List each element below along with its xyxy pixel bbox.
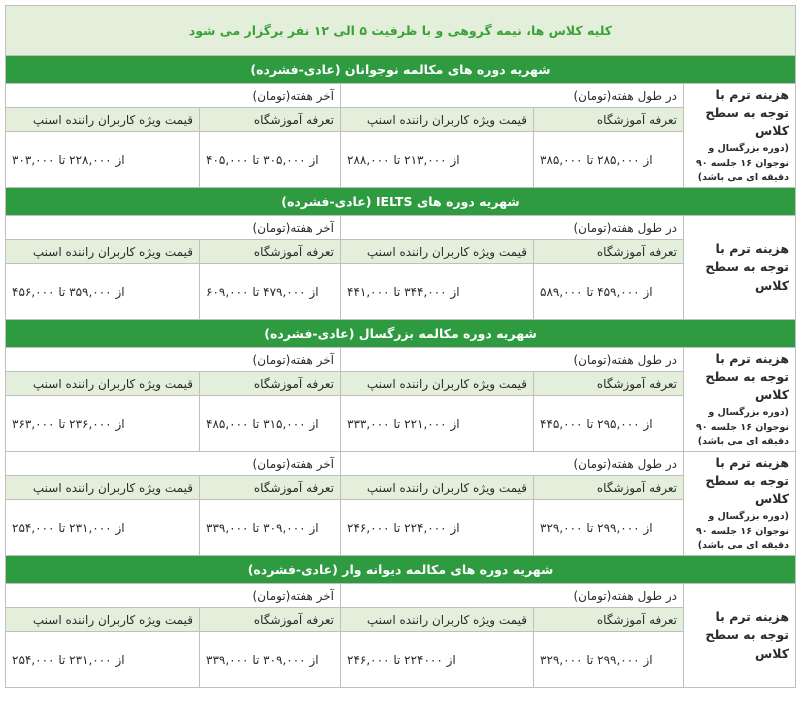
side-label-note: (دوره بزرگسال و نوجوان ۱۶ جلسه ۹۰ دقیقه ای می باشد) — [696, 143, 789, 183]
side-label-note: (دوره بزرگسال و نوجوان ۱۶ جلسه ۹۰ دقیقه ای می باشد) — [696, 407, 789, 447]
side-label-main: هزینه ترم با توجه به سطح کلاس — [705, 86, 789, 139]
column-header-row — [6, 372, 796, 396]
section-band — [6, 556, 796, 584]
header-snapp-price: قیمت ویژه کاربران راننده اسنپ — [6, 608, 200, 632]
header-institute-fee: تعرفه آموزشگاه — [534, 372, 684, 396]
period-row — [6, 84, 796, 108]
section-title: شهریه دوره های IELTS (عادی-فشرده) — [6, 188, 796, 216]
header-snapp-price: قیمت ویژه کاربران راننده اسنپ — [6, 240, 200, 264]
side-label — [684, 216, 796, 320]
weekend-label: آخر هفته(تومان) — [6, 348, 341, 372]
weekend-label: آخر هفته(تومان) — [6, 216, 341, 240]
weekday-snapp-price: از ۳۴۴,۰۰۰ تا ۴۴۱,۰۰۰ — [341, 264, 534, 320]
weekend-institute-price: از ۳۰۹,۰۰۰ تا ۳۳۹,۰۰۰ — [200, 632, 341, 688]
weekend-snapp-price: از ۳۵۹,۰۰۰ تا ۴۵۶,۰۰۰ — [6, 264, 200, 320]
weekday-institute-price: از ۲۹۹,۰۰۰ تا ۳۲۹,۰۰۰ — [534, 632, 684, 688]
period-row — [6, 348, 796, 372]
title-row — [6, 6, 796, 56]
side-label — [684, 452, 796, 556]
header-snapp-price: قیمت ویژه کاربران راننده اسنپ — [6, 108, 200, 132]
header-snapp-price: قیمت ویژه کاربران راننده اسنپ — [341, 372, 534, 396]
price-row — [6, 264, 796, 320]
section-band — [6, 188, 796, 216]
header-institute-fee: تعرفه آموزشگاه — [200, 372, 341, 396]
weekday-snapp-price: از ۲۲۴۰۰۰ تا ۲۴۶,۰۰۰ — [341, 632, 534, 688]
price-row — [6, 632, 796, 688]
column-header-row — [6, 108, 796, 132]
page-title: کلیه کلاس ها، نیمه گروهی و با ظرفیت ۵ الی ۱۲ نفر برگزار می شود — [6, 6, 796, 56]
weekend-institute-price: از ۳۰۹,۰۰۰ تا ۳۳۹,۰۰۰ — [200, 500, 341, 556]
column-header-row — [6, 240, 796, 264]
header-institute-fee: تعرفه آموزشگاه — [534, 608, 684, 632]
section-title: شهریه دوره مکالمه بزرگسال (عادی-فشرده) — [6, 320, 796, 348]
weekend-label: آخر هفته(تومان) — [6, 452, 341, 476]
side-label — [684, 84, 796, 188]
header-snapp-price: قیمت ویژه کاربران راننده اسنپ — [6, 476, 200, 500]
section-title: شهریه دوره های مکالمه نوجوانان (عادی-فشرده) — [6, 56, 796, 84]
side-label-main: هزینه ترم با توجه به سطح کلاس — [705, 454, 789, 507]
side-label-main: هزینه ترم با توجه به سطح کلاس — [705, 350, 789, 403]
weekday-snapp-price: از ۲۲۱,۰۰۰ تا ۳۳۳,۰۰۰ — [341, 396, 534, 452]
weekend-institute-price: از ۴۷۹,۰۰۰ تا ۶۰۹,۰۰۰ — [200, 264, 341, 320]
weekday-label: در طول هفته(تومان) — [341, 452, 684, 476]
pricing-table — [5, 5, 796, 688]
weekend-label: آخر هفته(تومان) — [6, 584, 341, 608]
weekend-label: آخر هفته(تومان) — [6, 84, 341, 108]
weekend-institute-price: از ۳۰۵,۰۰۰ تا ۴۰۵,۰۰۰ — [200, 132, 341, 188]
header-institute-fee: تعرفه آموزشگاه — [200, 476, 341, 500]
side-label — [684, 584, 796, 688]
period-row — [6, 452, 796, 476]
header-institute-fee: تعرفه آموزشگاه — [200, 108, 341, 132]
header-institute-fee: تعرفه آموزشگاه — [200, 608, 341, 632]
weekend-snapp-price: از ۲۳۱,۰۰۰ تا ۲۵۴,۰۰۰ — [6, 632, 200, 688]
section-band — [6, 320, 796, 348]
weekend-snapp-price: از ۲۲۸,۰۰۰ تا ۳۰۳,۰۰۰ — [6, 132, 200, 188]
header-snapp-price: قیمت ویژه کاربران راننده اسنپ — [341, 476, 534, 500]
side-label — [684, 348, 796, 452]
header-snapp-price: قیمت ویژه کاربران راننده اسنپ — [341, 608, 534, 632]
weekday-institute-price: از ۲۹۹,۰۰۰ تا ۳۲۹,۰۰۰ — [534, 500, 684, 556]
section-band — [6, 56, 796, 84]
weekday-snapp-price: از ۲۲۴,۰۰۰ تا ۲۴۶,۰۰۰ — [341, 500, 534, 556]
side-label-note: (دوره بزرگسال و نوجوان ۱۶ جلسه ۹۰ دقیقه ای می باشد) — [696, 511, 789, 551]
section-title: شهریه دوره های مکالمه دیوانه وار (عادی-فشرده) — [6, 556, 796, 584]
side-label-main: هزینه ترم با توجه به سطح کلاس — [705, 609, 789, 661]
weekday-label: در طول هفته(تومان) — [341, 348, 684, 372]
header-institute-fee: تعرفه آموزشگاه — [200, 240, 341, 264]
weekend-snapp-price: از ۲۳۱,۰۰۰ تا ۲۵۴,۰۰۰ — [6, 500, 200, 556]
weekday-snapp-price: از ۲۱۳,۰۰۰ تا ۲۸۸,۰۰۰ — [341, 132, 534, 188]
period-row — [6, 216, 796, 240]
header-institute-fee: تعرفه آموزشگاه — [534, 476, 684, 500]
price-row — [6, 500, 796, 556]
weekday-institute-price: از ۴۵۹,۰۰۰ تا ۵۸۹,۰۰۰ — [534, 264, 684, 320]
weekday-label: در طول هفته(تومان) — [341, 584, 684, 608]
weekday-label: در طول هفته(تومان) — [341, 84, 684, 108]
side-label-main: هزینه ترم با توجه به سطح کلاس — [705, 241, 789, 293]
price-row — [6, 132, 796, 188]
weekend-institute-price: از ۳۱۵,۰۰۰ تا ۴۸۵,۰۰۰ — [200, 396, 341, 452]
header-snapp-price: قیمت ویژه کاربران راننده اسنپ — [341, 108, 534, 132]
header-snapp-price: قیمت ویژه کاربران راننده اسنپ — [6, 372, 200, 396]
weekend-snapp-price: از ۲۳۶,۰۰۰ تا ۳۶۳,۰۰۰ — [6, 396, 200, 452]
header-institute-fee: تعرفه آموزشگاه — [534, 240, 684, 264]
header-institute-fee: تعرفه آموزشگاه — [534, 108, 684, 132]
price-row — [6, 396, 796, 452]
column-header-row — [6, 608, 796, 632]
weekday-label: در طول هفته(تومان) — [341, 216, 684, 240]
header-snapp-price: قیمت ویژه کاربران راننده اسنپ — [341, 240, 534, 264]
weekday-institute-price: از ۲۹۵,۰۰۰ تا ۴۴۵,۰۰۰ — [534, 396, 684, 452]
column-header-row — [6, 476, 796, 500]
period-row — [6, 584, 796, 608]
weekday-institute-price: از ۲۸۵,۰۰۰ تا ۳۸۵,۰۰۰ — [534, 132, 684, 188]
